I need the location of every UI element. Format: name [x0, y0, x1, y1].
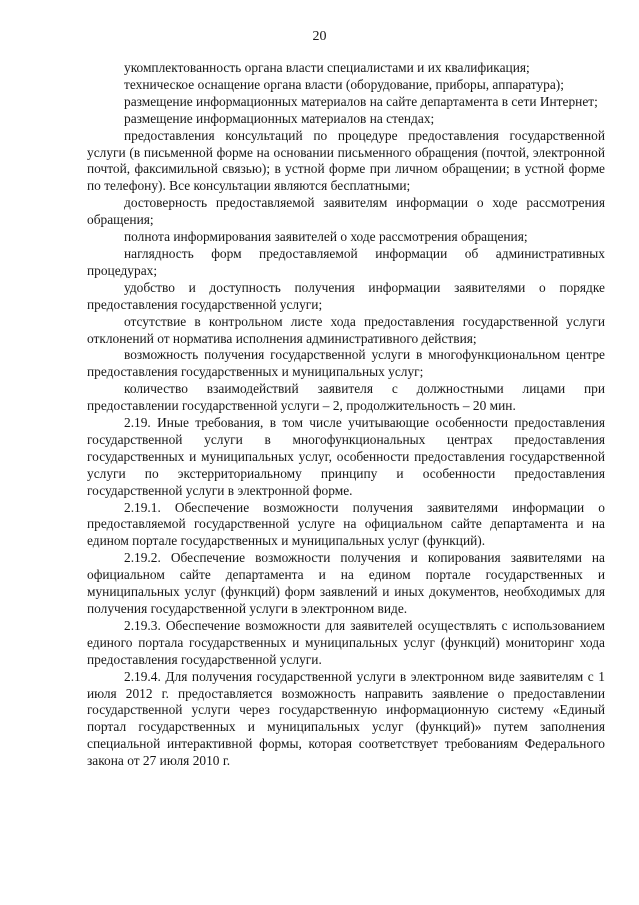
paragraph: 2.19.2. Обеспечение возможности получения и копирования заявителями на официальном сайте департамента и на едином портале государственных и муниципальных услуг (функций) форм заявлений и иных документов, необходимых для получения государственной услуги в электронном виде.	[87, 550, 605, 616]
paragraph: отсутствие в контрольном листе хода предоставления государственной услуги отклонений от норматива исполнения административного действия;	[87, 313, 605, 346]
page-number: 20	[312, 29, 327, 44]
paragraph: техническое оснащение органа власти (оборудование, приборы, аппаратура);	[124, 76, 564, 92]
paragraph: полнота информирования заявителей о ходе рассмотрения обращения;	[124, 229, 528, 245]
paragraph: 2.19.4. Для получения государственной услуги в электронном виде заявителям с 1 июля 2012 г. предоставляется возможность направить заявление о предоставлении государственной услуги через государственную информационную систему «Единый портал государственных и муниципальных услуг (функций)» путем заполнения специальной интерактивной формы, которая соответствует требованиям Федерального закона от 27 июля 2010 г.	[87, 668, 605, 769]
paragraph: размещение информационных материалов на стендах;	[124, 110, 435, 126]
paragraph: размещение информационных материалов на сайте департамента в сети Интернет;	[124, 93, 598, 109]
paragraph: достоверность предоставляемой заявителям информации о ходе рассмотрения обращения;	[87, 195, 605, 228]
document-body	[87, 60, 605, 770]
paragraph: 2.19.3. Обеспечение возможности для заявителей осуществлять с использованием единого портала государственных и муниципальных услуг (функций) мониторинг хода предоставления государственной услуги.	[87, 617, 605, 667]
paragraph: предоставления консультаций по процедуре предоставления государственной услуги (в письменной форме на основании письменного обращения (почтой, электронной почтой, факсимильной связью); в устной форме при личном обращении; в устной форме по телефону). Все консультации являются бесплатными;	[87, 127, 605, 194]
paragraph: укомплектованность органа власти специалистами и их квалификация;	[124, 60, 530, 75]
paragraph: наглядность форм предоставляемой информации об административных процедурах;	[87, 245, 605, 278]
paragraph: возможность получения государственной услуги в многофункциональном центре предоставления государственных и муниципальных услуг;	[87, 347, 605, 380]
paragraph: количество взаимодействий заявителя с должностными лицами при предоставлении государственной услуги – 2, продолжительность – 20 мин.	[87, 381, 605, 414]
paragraph: 2.19. Иные требования, в том числе учитывающие особенности предоставления государственной услуги в многофункциональных центрах предоставления государственных и муниципальных услуг, особенности предоставления государственной услуги по экстерриториальному принципу и особенности предоставления государственной услуги в электронной форме.	[87, 415, 605, 498]
paragraph: 2.19.1. Обеспечение возможности получения заявителями информации о предоставляемой государственной услуге на официальном сайте департамента и на едином портале государственных и муниципальных услуг (функций).	[87, 499, 605, 549]
paragraph: удобство и доступность получения информации заявителями о порядке предоставления государственной услуги;	[87, 279, 605, 312]
